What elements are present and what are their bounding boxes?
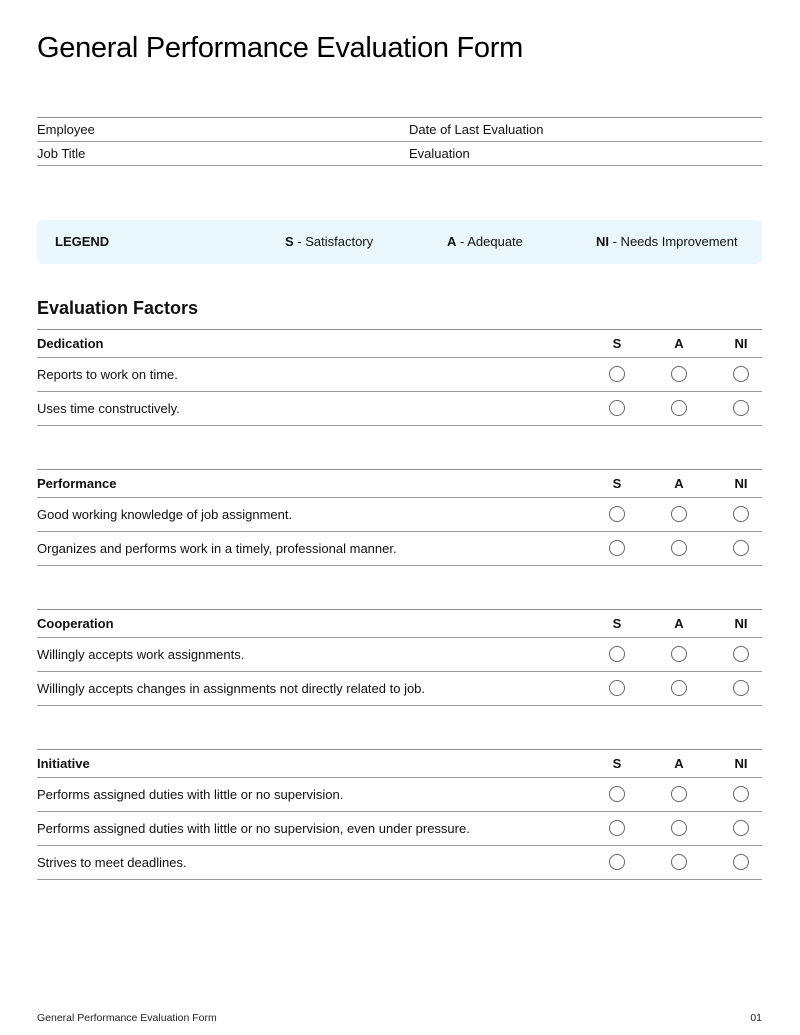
section-title: Evaluation Factors xyxy=(37,298,199,318)
radio-ni[interactable] xyxy=(733,786,749,802)
group-name: Dedication xyxy=(37,336,104,351)
radio-s[interactable] xyxy=(609,540,625,556)
evaluation-label: Evaluation xyxy=(409,146,470,161)
radio-a[interactable] xyxy=(671,540,687,556)
legend-code-a: A xyxy=(447,234,457,249)
radio-a[interactable] xyxy=(671,646,687,662)
col-header-a: A xyxy=(674,616,684,631)
col-header-a: A xyxy=(674,476,684,491)
legend-box xyxy=(37,220,762,264)
footer-title: General Performance Evaluation Form xyxy=(37,1012,217,1024)
group-header xyxy=(37,470,762,498)
employee-label: Employee xyxy=(37,122,95,137)
legend-text-ni: - Needs Improvement xyxy=(609,234,738,249)
factor-row xyxy=(37,812,762,846)
col-header-ni: NI xyxy=(734,616,748,631)
legend-text-s: - Satisfactory xyxy=(293,234,374,249)
radio-a[interactable] xyxy=(671,786,687,802)
factor-row xyxy=(37,778,762,812)
factor-row xyxy=(37,846,762,880)
factor-row xyxy=(37,498,762,532)
col-header-s: S xyxy=(612,476,622,491)
factor-label: Uses time constructively. xyxy=(37,401,180,416)
page-title: General Performance Evaluation Form xyxy=(37,32,523,64)
factor-label: Willingly accepts work assignments. xyxy=(37,647,245,662)
job-title-label: Job Title xyxy=(37,146,86,161)
factor-label: Strives to meet deadlines. xyxy=(37,855,187,870)
radio-s[interactable] xyxy=(609,680,625,696)
group-dedication xyxy=(37,329,762,426)
radio-ni[interactable] xyxy=(733,400,749,416)
factor-label: Willingly accepts changes in assignments not directly related to job. xyxy=(37,681,426,696)
col-header-a: A xyxy=(674,336,684,351)
col-header-s: S xyxy=(612,336,622,351)
col-header-a: A xyxy=(674,756,684,771)
factor-label: Organizes and performs work in a timely, professional manner. xyxy=(37,541,397,556)
group-name: Cooperation xyxy=(37,616,114,631)
col-header-ni: NI xyxy=(734,476,748,491)
employee-info-table xyxy=(37,117,762,166)
col-header-s: S xyxy=(612,616,622,631)
date-of-last-evaluation-label: Date of Last Evaluation xyxy=(409,122,544,137)
factor-row xyxy=(37,638,762,672)
radio-ni[interactable] xyxy=(733,366,749,382)
page-number: 01 xyxy=(750,1012,762,1024)
group-initiative xyxy=(37,749,762,880)
radio-s[interactable] xyxy=(609,820,625,836)
radio-a[interactable] xyxy=(671,680,687,696)
radio-a[interactable] xyxy=(671,506,687,522)
col-header-ni: NI xyxy=(734,336,748,351)
factor-label: Performs assigned duties with little or no supervision, even under pressure. xyxy=(37,821,470,836)
legend-text-a: - Adequate xyxy=(456,234,523,249)
info-row-employee xyxy=(37,118,762,142)
factor-row xyxy=(37,672,762,706)
radio-a[interactable] xyxy=(671,820,687,836)
radio-a[interactable] xyxy=(671,400,687,416)
radio-a[interactable] xyxy=(671,366,687,382)
legend-item-satisfactory xyxy=(285,220,373,264)
group-header xyxy=(37,330,762,358)
radio-s[interactable] xyxy=(609,506,625,522)
legend-item-needs-improvement xyxy=(596,220,738,264)
group-header xyxy=(37,750,762,778)
info-row-job-title xyxy=(37,142,762,166)
radio-s[interactable] xyxy=(609,366,625,382)
radio-a[interactable] xyxy=(671,854,687,870)
legend-code-s: S xyxy=(285,234,294,249)
radio-ni[interactable] xyxy=(733,680,749,696)
radio-s[interactable] xyxy=(609,854,625,870)
form-page xyxy=(37,0,762,1035)
factor-label: Reports to work on time. xyxy=(37,367,178,382)
group-header xyxy=(37,610,762,638)
factor-label: Performs assigned duties with little or no supervision. xyxy=(37,787,344,802)
group-name: Performance xyxy=(37,476,117,491)
group-performance xyxy=(37,469,762,566)
col-header-ni: NI xyxy=(734,756,748,771)
factor-row xyxy=(37,392,762,426)
radio-ni[interactable] xyxy=(733,820,749,836)
legend-title: LEGEND xyxy=(55,234,110,249)
group-cooperation xyxy=(37,609,762,706)
radio-s[interactable] xyxy=(609,786,625,802)
factor-row xyxy=(37,532,762,566)
legend-item-adequate xyxy=(447,220,523,264)
col-header-s: S xyxy=(612,756,622,771)
radio-ni[interactable] xyxy=(733,540,749,556)
radio-s[interactable] xyxy=(609,400,625,416)
group-name: Initiative xyxy=(37,756,90,771)
radio-ni[interactable] xyxy=(733,646,749,662)
factor-label: Good working knowledge of job assignment. xyxy=(37,507,293,522)
radio-ni[interactable] xyxy=(733,506,749,522)
legend-code-ni: NI xyxy=(596,234,609,249)
factor-row xyxy=(37,358,762,392)
radio-ni[interactable] xyxy=(733,854,749,870)
page-footer xyxy=(37,1011,762,1025)
radio-s[interactable] xyxy=(609,646,625,662)
